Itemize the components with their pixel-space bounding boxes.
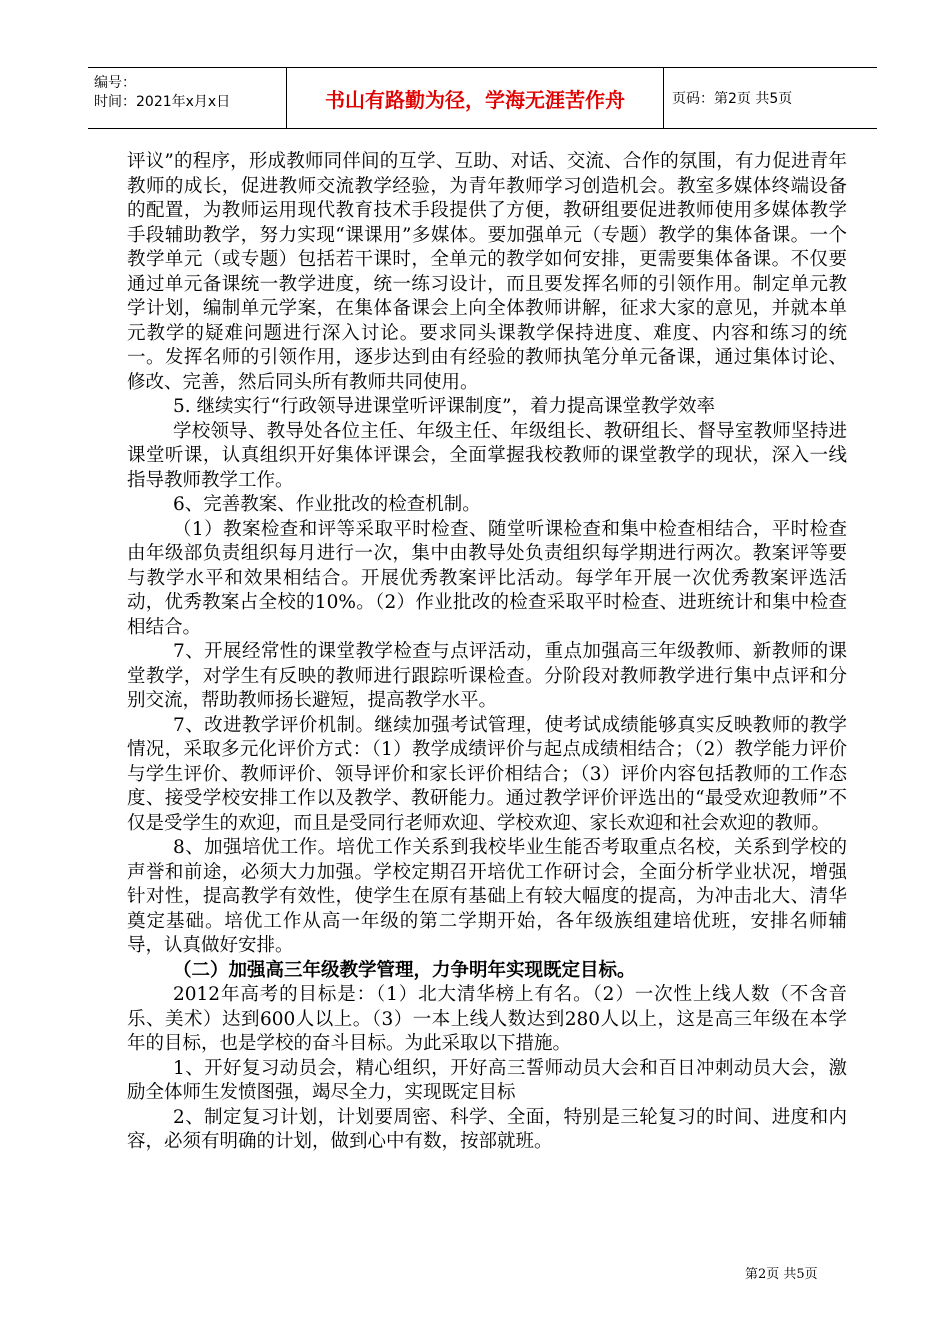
header-page-label: 页码：第2页 共5页 bbox=[672, 91, 793, 107]
document-time-label: 时间：2021年x月x日 bbox=[94, 94, 231, 110]
paragraph-5: （1）教案检查和评等采取平时检查、随堂听课检查和集中检查相结合，平时检查由年级部负责组织每月进行一次，集中由教导处负责组织每学期进行两次。教案评等要与教学水平和效果相结合。开展优秀教案评比活动。每学年开展一次优秀教案评选活动，优秀教案占全校的10%。（2）作业批改的检查采取平时检查、进班统计和集中检查相结合。 bbox=[127, 518, 847, 638]
header-motto: 书山有路勤为径，学海无涯苦作舟 bbox=[287, 68, 664, 128]
paragraph-4: 6、完善教案、作业批改的检查机制。 bbox=[173, 494, 481, 515]
paragraph-12: 2、制定复习计划，计划要周密、科学、全面，特别是三轮复习的时间、进度和内容，必须有明确的计划，做到心中有数，按部就班。 bbox=[127, 1106, 847, 1152]
header-meta bbox=[88, 68, 287, 128]
document-number-label: 编号： bbox=[94, 75, 136, 91]
paragraph-10: 2012年高考的目标是：（1）北大清华榜上有名。（2）一次性上线人数（不含音乐、美术）达到600人以上。（3）一本上线人数达到280人以上，这是高三年级在本学年的目标，也是学校的奋斗目标。为此采取以下措施。 bbox=[127, 984, 847, 1054]
header-table bbox=[88, 67, 877, 129]
paragraph-7: 7、改进教学评价机制。继续加强考试管理，使考试成绩能够真实反映教师的教学情况，采取多元化评价方式：（1）教学成绩评价与起点成绩相结合；（2）教学能力评价与学生评价、教师评价、领导评价和家长评价相结合；（3）评价内容包括教师的工作态度、接受学校安排工作以及教学、教研能力。通过教学评价评选出的“最受欢迎教师”不仅是受学生的欢迎，而且是受同行老师欢迎、学校欢迎、家长欢迎和社会欢迎的教师。 bbox=[127, 714, 847, 834]
paragraph-11: 1、开好复习动员会，精心组织，开好高三誓师动员大会和百日冲刺动员大会，激励全体师生发愤图强，竭尽全力，实现既定目标 bbox=[127, 1057, 847, 1103]
paragraph-8: 8、加强培优工作。培优工作关系到我校毕业生能否考取重点名校，关系到学校的声誉和前途，必须大力加强。学校定期召开培优工作研讨会，全面分析学业状况，增强针对性，提高教学有效性，使学生在原有基础上有较大幅度的提高，为冲击北大、清华奠定基础。培优工作从高一年级的第二学期开始，各年级族组建培优班，安排名师辅导，认真做好安排。 bbox=[127, 837, 847, 956]
paragraph-3: 学校领导、教导处各位主任、年级主任、年级组长、教研组长、督导室教师坚持进课堂听课，认真组织开好集体评课会，全面掌握我校教师的课堂教学的现状，深入一线指导教师教学工作。 bbox=[127, 420, 847, 491]
paragraph-6: 7、开展经常性的课堂教学检查与点评活动，重点加强高三年级教师、新教师的课堂教学，对学生有反映的教师进行跟踪听课检查。分阶段对教师教学进行集中点评和分别交流，帮助教师扬长避短，提高教学水平。 bbox=[127, 641, 847, 711]
paragraph-2: 5. 继续实行“行政领导进课堂听评课制度”，着力提高课堂教学效率 bbox=[173, 396, 715, 417]
section-heading: （二）加强高三年级教学管理，力争明年实现既定目标。 bbox=[173, 959, 636, 981]
page-footer: 第2页 共5页 bbox=[745, 1267, 818, 1282]
paragraph-1: 评议”的程序，形成教师同伴间的互学、互助、对话、交流、合作的氛围，有力促进青年教师的成长，促进教师交流教学经验，为青年教师学习创造机会。教室多媒体终端设备的配置，为教师运用现代教育技术手段提供了方便，教研组要促进教师使用多媒体教学手段辅助教学，努力实现“课课用”多媒体。要加强单元（专题）教学的集体备课。一个教学单元（或专题）包括若干课时，全单元的教学如何安排，更需要集体备课。不仅要通过单元备课统一教学进度，统一练习设计，而且要发挥名师的引领作用。制定单元教学计划，编制单元学案，在集体备课会上向全体教师讲解，征求大家的意见，并就本单元教学的疑难问题进行深入讨论。要求同头课教学保持进度、难度、内容和练习的统一。发挥名师的引领作用，逐步达到由有经验的教师执笔分单元备课，通过集体讨论、修改、完善，然后同头所有教师共同使用。 bbox=[127, 151, 847, 393]
document-body bbox=[127, 150, 847, 1155]
